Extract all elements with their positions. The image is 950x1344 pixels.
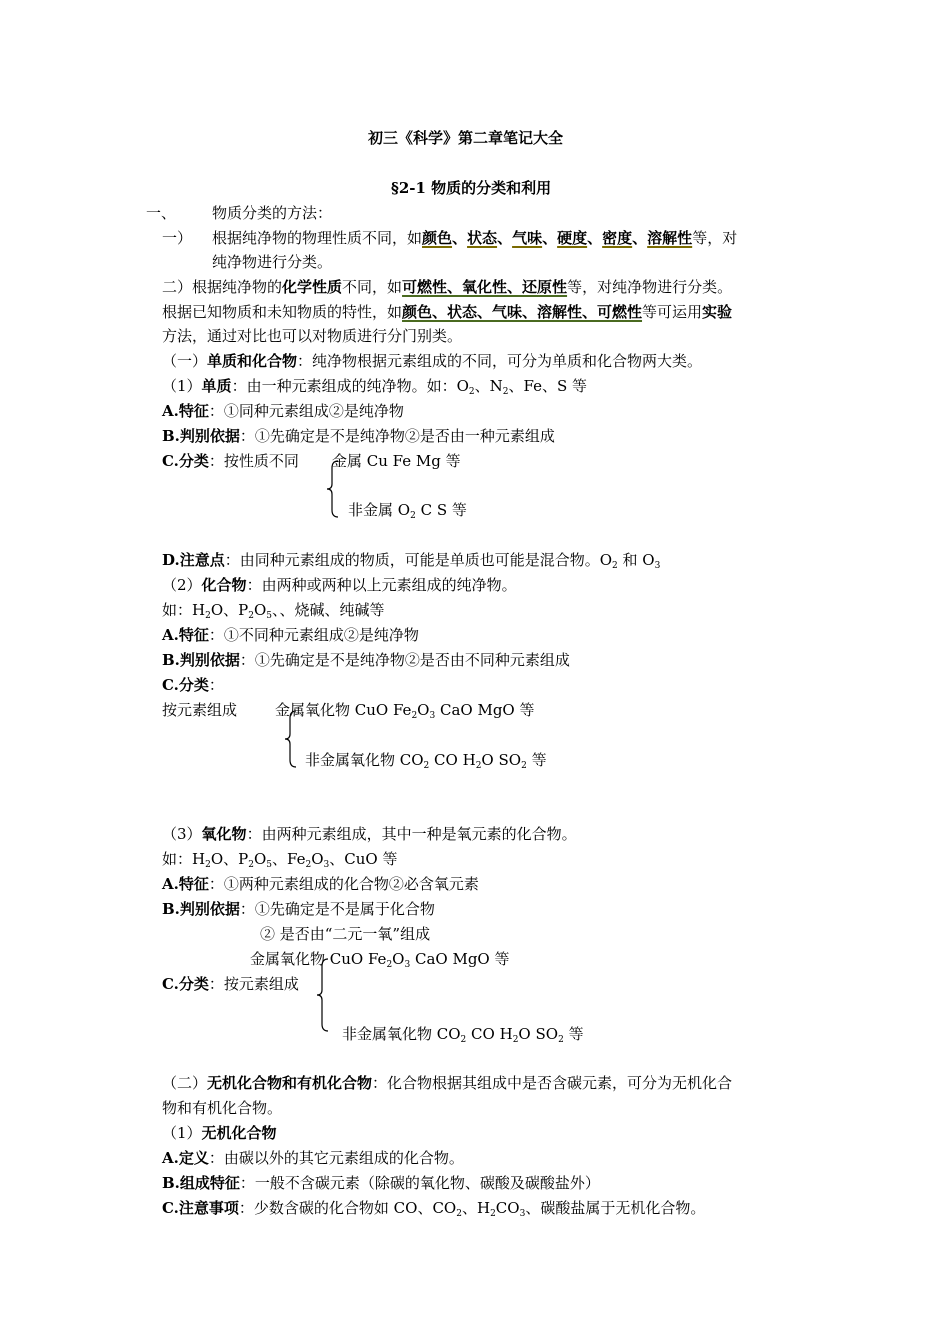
inorganic-definition: A.定义：由碳以外的其它元素组成的化合物。 [162,1149,464,1167]
element-criteria: B.判别依据：①先确定是不是纯净物②是否由一种元素组成 [162,427,555,445]
subheading-compound: （2）化合物：由两种或两种以上元素组成的纯净物。 [162,576,517,594]
brace-element-class [326,460,348,518]
keyword-chemical-property: 化学性质 [282,278,343,296]
paragraph-experiment: 根据已知物质和未知物质的特性，如颜色、状态、气味、溶解性、可燃性等可运用实验 [162,303,733,321]
keyword-solubility: 溶解性 [647,229,693,247]
subheading-oxide: （3）氧化物：由两种元素组成，其中一种是氧元素的化合物。 [162,825,577,843]
keyword-state: 状态 [467,229,498,247]
paragraph-physical [162,228,738,248]
brace-oxide-class [316,958,338,1032]
subheading-inorganic: （1）无机化合物 [162,1124,277,1142]
item-number: 一） [162,229,193,247]
compound-feature: A.特征：①不同种元素组成②是纯净物 [162,626,419,644]
oxide-criteria: B.判别依据：①先确定是不是属于化合物 [162,900,435,918]
inorganic-note: C.注意事项：少数含碳的化合物如 CO、$CO_2$、$H_2CO_3$、碳酸盐属于无机化合物。 [162,1199,706,1219]
paragraph-chemical: 二）根据纯净物的化学性质不同，如可燃性、氧化性、还原性等，对纯净物进行分类。 [162,278,733,296]
compound-class-nonmetal-oxide: 非金属氧化物 $CO_2$ CO $H_2O$ $SO_2$ 等 [305,751,547,771]
heading-method [146,203,333,223]
paragraph-experiment-cont: 方法，通过对比也可以对物质进行分门别类。 [162,327,463,345]
compound-class-metal-oxide: 金属氧化物 CuO $Fe_2O_3$ CaO MgO 等 [275,701,535,721]
brace-compound-class [284,710,306,768]
oxide-class-metal-oxide: 金属氧化物 CuO $Fe_2O_3$ CaO MgO 等 [250,950,510,970]
inorganic-feature: B.组成特征：一般不含碳元素（除碳的氧化物、碳酸及碳酸盐外） [162,1174,600,1192]
section-title: §2-1 物质的分类和利用 [391,179,552,197]
compound-class-label: 按元素组成 [162,701,238,719]
element-classification: C.分类：按性质不同 [162,452,299,470]
keyword-chem-list: 可燃性、氧化性、还原性 [402,278,568,296]
subheading-inorganic-organic-cont: 物和有机化合物。 [162,1099,283,1117]
oxide-classification: C.分类：按元素组成 [162,975,299,993]
physical-text: 根据纯净物的物理性质不同，如颜色、状态、气味、硬度、密度、溶解性等，对 [212,229,738,247]
heading-text: 物质分类的方法： [212,204,333,222]
page-title: 初三《科学》第二章笔记大全 [368,129,564,147]
heading-number: 一、 [146,204,177,222]
subheading-inorganic-organic: （二）无机化合物和有机化合物：化合物根据其组成中是否含碳元素，可分为无机化合 [162,1074,733,1092]
keyword-hardness: 硬度 [557,229,588,247]
element-class-metal: 金属 Cu Fe Mg 等 [332,452,461,470]
element-class-nonmetal: 非金属 $O_2$ C S 等 [348,501,467,521]
element-feature: A.特征：①同种元素组成②是纯净物 [162,402,404,420]
keyword-color: 颜色 [422,229,453,247]
compound-examples: 如：$H_2O$、$P_2O_5$、、烧碱、纯碱等 [162,601,385,621]
subheading-element-compound: （一）单质和化合物：纯净物根据元素组成的不同，可分为单质和化合物两大类。 [162,352,703,370]
keyword-experiment: 实验 [702,303,733,321]
paragraph-physical-cont: 纯净物进行分类。 [212,253,333,271]
oxide-feature: A.特征：①两种元素组成的化合物②必含氧元素 [162,875,479,893]
subheading-element: （1）单质：由一种元素组成的纯净物。如：$O_2$、$N_2$、Fe、S 等 [162,377,587,397]
oxide-examples: 如：$H_2O$、$P_2O_5$、$Fe_2O_3$、CuO 等 [162,850,398,870]
keyword-props-list: 颜色、状态、气味、溶解性、可燃性 [402,303,643,321]
element-note: D.注意点：由同种元素组成的物质，可能是单质也可能是混合物。$O_2$ 和 $O_3$ [162,551,661,571]
compound-criteria: B.判别依据：①先确定是不是纯净物②是否由不同种元素组成 [162,651,570,669]
keyword-smell: 气味 [512,229,543,247]
oxide-class-nonmetal-oxide: 非金属氧化物 $CO_2$ CO $H_2O$ $SO_2$ 等 [342,1025,584,1045]
keyword-density: 密度 [602,229,633,247]
oxide-criteria-2: ② 是否由“二元一氧”组成 [260,925,431,943]
compound-classification: C.分类： [162,676,224,694]
